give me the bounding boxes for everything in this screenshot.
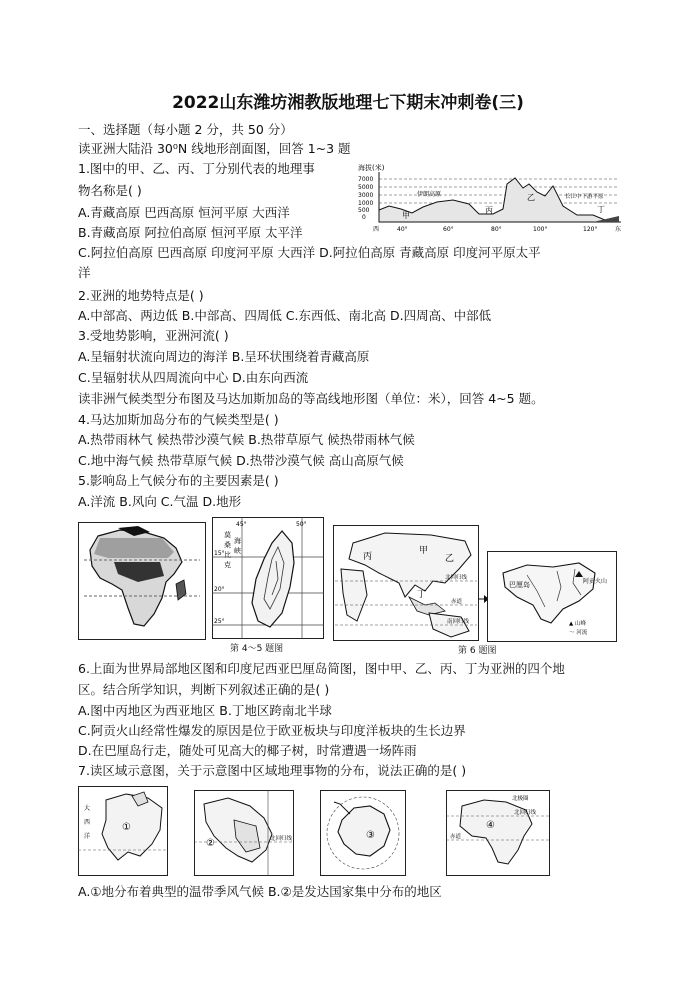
- q4-options-cd: C.地中海气候 热带草原气候 D.热带沙漠气候 高山高原气候: [78, 453, 404, 468]
- map-word-6: 峡: [234, 547, 241, 555]
- region-map-1-europe: [78, 786, 168, 876]
- atlantic-char-1: 大: [84, 805, 91, 812]
- west-label: 西: [373, 226, 380, 233]
- q1-option-cd-wrap: 洋: [78, 265, 91, 280]
- profile-ylabel: 海拔(米): [358, 164, 385, 172]
- q6-stem-b: 区。结合所学知识，判断下列叙述正确的是( ): [78, 682, 330, 697]
- label-jia: 甲: [402, 211, 410, 220]
- atlantic-char-2: 西: [84, 819, 91, 826]
- ytick-5000: 5000: [358, 184, 374, 191]
- q1-option-cd: C.阿拉伯高原 巴西高原 印度河平原 大西洋 D.阿拉伯高原 青藏高原 印度河平原太平: [78, 245, 541, 260]
- ytick-7000: 7000: [358, 176, 374, 183]
- map4-arctic-label: 北极圈: [512, 796, 529, 802]
- map4-marker: ④: [486, 820, 495, 831]
- q6-options-ab: A.图中丙地区为西亚地区 B.丁地区跨南北半球: [78, 703, 332, 718]
- q1-stem-a: 1.图中的甲、乙、丙、丁分别代表的地理事: [78, 161, 315, 176]
- legend-peak: ▲ 山峰: [569, 621, 586, 627]
- q2-stem: 2.亚洲的地势特点是( ): [78, 288, 204, 303]
- xtick-120: 120°: [583, 226, 598, 233]
- region-map-3-antarctica: [320, 790, 406, 876]
- region-jia: 甲: [419, 546, 429, 556]
- label-yangtze: 长江中下游平原: [565, 194, 604, 200]
- map3-marker: ③: [366, 830, 375, 841]
- ytick-3000: 3000: [358, 192, 374, 199]
- q6-stem-a: 6.上面为世界局部地区图和印度尼西亚巴厘岛简图，图中甲、乙、丙、丁为亚洲的四个地: [78, 661, 565, 676]
- map-word-2: 桑: [224, 541, 231, 549]
- q7-options-ab: A.①地分布着典型的温带季风气候 B.②是发达国家集中分布的地区: [78, 884, 442, 899]
- map-word-1: 莫: [224, 531, 231, 539]
- xtick-80: 80°: [491, 226, 502, 233]
- q2-options: A.中部高、两边低 B.中部高、四周低 C.东西低、南北高 D.四周高、中部低: [78, 308, 492, 323]
- q3-options-ab: A.呈辐射状流向周边的海洋 B.呈环状围绕着青藏高原: [78, 349, 370, 364]
- region-map-4-africa: [446, 790, 550, 876]
- q1-option-a: A.青藏高原 巴西高原 恒河平原 大西洋: [78, 205, 290, 220]
- region-bing: 丙: [363, 552, 373, 562]
- region-map-2-middle-east: [194, 790, 294, 876]
- q6-option-d: D.在巴厘岛行走，随处可见高大的椰子树，时常遭遇一场阵雨: [78, 743, 417, 758]
- label-bing: 丙: [485, 206, 493, 215]
- legend-river: ～ 河流: [569, 630, 588, 636]
- east-label: 东: [615, 226, 622, 233]
- q5-options: A.洋流 B.风向 C.气温 D.地形: [78, 494, 242, 509]
- ytick-0: 0: [362, 214, 366, 221]
- volcano-label: 阿贡火山: [583, 578, 608, 585]
- label-ding: 丁: [597, 205, 605, 214]
- q3-stem: 3.受地势影响，亚洲河流( ): [78, 328, 229, 343]
- map-word-3: 比: [224, 551, 231, 559]
- map4-tropic-label: 北回归线: [514, 810, 537, 816]
- asia-regions-map: [333, 525, 479, 641]
- tropic-capricorn-label: 南回归线: [447, 619, 470, 625]
- bali-label: 巴厘岛: [509, 581, 530, 589]
- region-ding: 丁: [417, 590, 427, 600]
- figure-6-caption: 第 6 题图: [458, 646, 497, 656]
- xtick-40: 40°: [397, 226, 408, 233]
- map-word-4: 克: [224, 561, 231, 569]
- map2-marker: ②: [206, 838, 215, 849]
- intro-4-5: 读非洲气候类型分布图及马达加斯加岛的等高线地形图（单位：米），回答 4~5 题。: [78, 391, 544, 406]
- page-title: 2022山东潍坊湘教版地理七下期末冲刺卷(三): [172, 93, 524, 113]
- section-heading: 一、选择题（每小题 2 分，共 50 分）: [78, 122, 293, 137]
- region-yi: 乙: [445, 554, 455, 564]
- madagascar-contour-map: [212, 517, 324, 639]
- atlantic-char-3: 洋: [84, 833, 91, 840]
- profile-figure: [357, 160, 629, 235]
- ytick-500: 500: [358, 207, 370, 214]
- q4-options-ab: A.热带雨林气 候热带沙漠气候 B.热带草原气 候热带雨林气候: [78, 432, 415, 447]
- map4-equator-label: 赤道: [450, 834, 462, 840]
- q5-stem: 5.影响岛上气候分布的主要因素是( ): [78, 473, 279, 488]
- map1-marker: ①: [122, 822, 131, 833]
- q7-stem: 7.读区域示意图，关于示意图中区域地理事物的分布，说法正确的是( ): [78, 763, 467, 778]
- figure-4-5-caption: 第 4～5 题图: [230, 644, 284, 654]
- q6-option-c: C.阿贡火山经常性爆发的原因是位于欧亚板块与印度洋板块的生长边界: [78, 723, 466, 738]
- q3-options-cd: C.呈辐射状从四周流向中心 D.由东向西流: [78, 370, 309, 385]
- intro-1-3: 读亚洲大陆沿 30⁰N 线地形剖面图，回答 1~3 题: [78, 141, 351, 156]
- xtick-60: 60°: [443, 226, 454, 233]
- lat-25: 25°: [214, 618, 225, 625]
- label-yi: 乙: [527, 193, 535, 202]
- label-iran: 伊朗高原: [417, 191, 442, 198]
- ytick-1000: 1000: [358, 200, 374, 207]
- xtick-100: 100°: [533, 226, 548, 233]
- map-word-5: 海: [234, 537, 241, 545]
- tropic-cancer-label: 北回归线: [445, 575, 468, 581]
- lon-45: 45°: [236, 521, 247, 528]
- q1-stem-b: 物名称是( ): [78, 183, 142, 198]
- lat-15: 15°: [214, 550, 225, 557]
- africa-climate-map: [78, 522, 206, 640]
- lon-50: 50°: [296, 521, 307, 528]
- equator-label: 赤道: [451, 599, 463, 605]
- q4-stem: 4.马达加斯加岛分布的气候类型是( ): [78, 412, 279, 427]
- map2-tropic-label: 北回归线: [270, 836, 293, 842]
- lat-20: 20°: [214, 586, 225, 593]
- q1-option-b: B.青藏高原 阿拉伯高原 恒河平原 太平洋: [78, 225, 303, 240]
- bali-island-map: [487, 551, 617, 642]
